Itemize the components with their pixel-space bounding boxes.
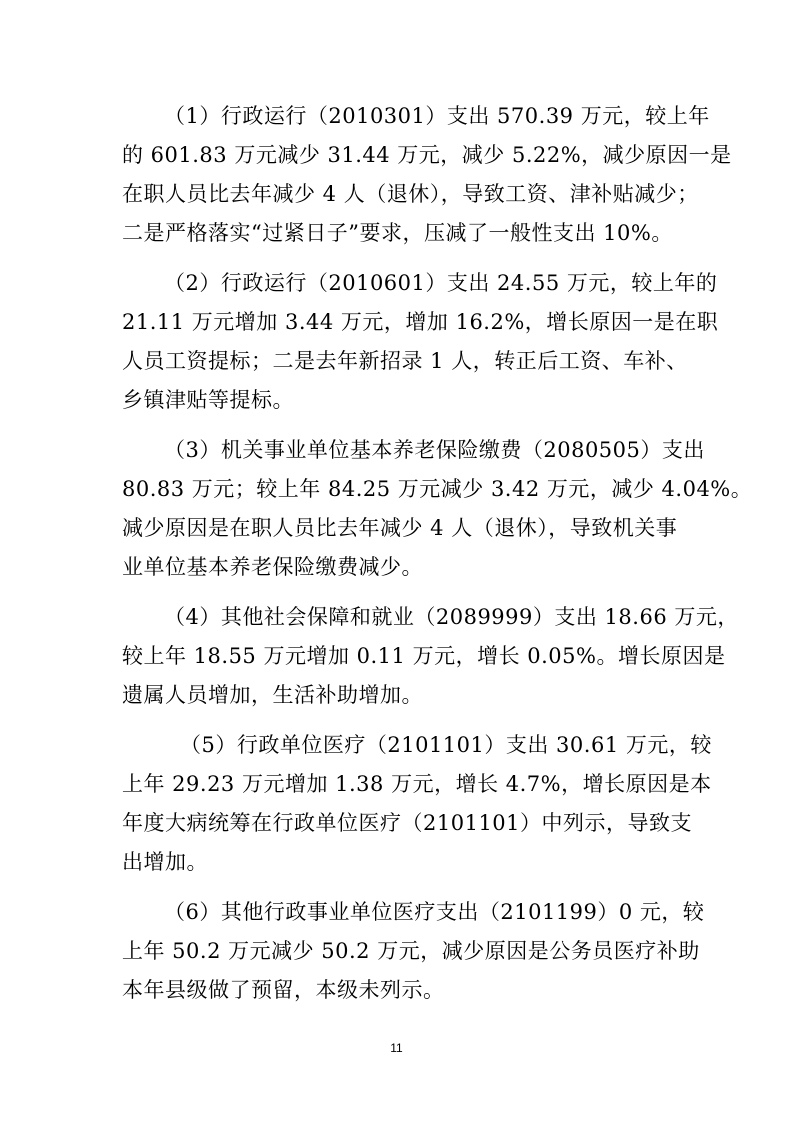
paragraph-3-line-2: 80.83 万元；较上年 84.25 万元减少 3.42 万元，减少 4.04%。 (122, 477, 753, 501)
paragraph-2-line-2: 21.11 万元增加 3.44 万元，增加 16.2%，增长原因一是在职 (122, 310, 719, 334)
paragraph-2-line-1: （2）行政运行（2010601）支出 24.55 万元，较上年的 (164, 271, 718, 295)
paragraph-5-line-2: 上年 29.23 万元增加 1.38 万元，增长 4.7%，增长原因是本 (122, 772, 712, 796)
paragraph-5-line-4: 出增加。 (122, 850, 208, 874)
paragraph-3-line-3: 减少原因是在职人员比去年减少 4 人（退休），导致机关事 (122, 516, 678, 540)
paragraph-6-line-3: 本年县级做了预留，本级未列示。 (122, 978, 445, 1002)
paragraph-4-line-1: （4）其他社会保障和就业（2089999）支出 18.66 万元， (164, 605, 739, 629)
paragraph-4-line-3: 遗属人员增加，生活补助增加。 (122, 683, 423, 707)
paragraph-5-line-3: 年度大病统筹在行政单位医疗（2101101）中列示，导致支 (122, 811, 693, 835)
paragraph-1-line-1: （1）行政运行（2010301）支出 570.39 万元，较上年 (164, 104, 710, 128)
paragraph-1-line-3: 在职人员比去年减少 4 人（退休），导致工资、津补贴减少； (122, 182, 699, 206)
paragraph-1-line-4: 二是严格落实“过紧日子”要求，压减了一般性支出 10%。 (122, 221, 673, 245)
paragraph-6-line-1: （6）其他行政事业单位医疗支出（2101199）0 元，较 (164, 900, 705, 924)
paragraph-1-line-2: 的 601.83 万元减少 31.44 万元，减少 5.22%，减少原因一是 (122, 143, 732, 167)
paragraph-5-line-1: （5）行政单位医疗（2101101）支出 30.61 万元，较 (180, 733, 712, 757)
paragraph-3-line-4: 业单位基本养老保险缴费减少。 (122, 555, 423, 579)
paragraph-2-line-4: 乡镇津贴等提标。 (122, 388, 294, 412)
paragraph-4-line-2: 较上年 18.55 万元增加 0.11 万元，增长 0.05%。增长原因是 (122, 644, 726, 668)
page-number: 11 (390, 1041, 403, 1055)
paragraph-3-line-1: （3）机关事业单位基本养老保险缴费（2080505）支出 (164, 438, 705, 462)
paragraph-2-line-3: 人员工资提标；二是去年新招录 1 人，转正后工资、车补、 (122, 349, 688, 373)
paragraph-6-line-2: 上年 50.2 万元减少 50.2 万元，减少原因是公务员医疗补助 (122, 939, 700, 963)
